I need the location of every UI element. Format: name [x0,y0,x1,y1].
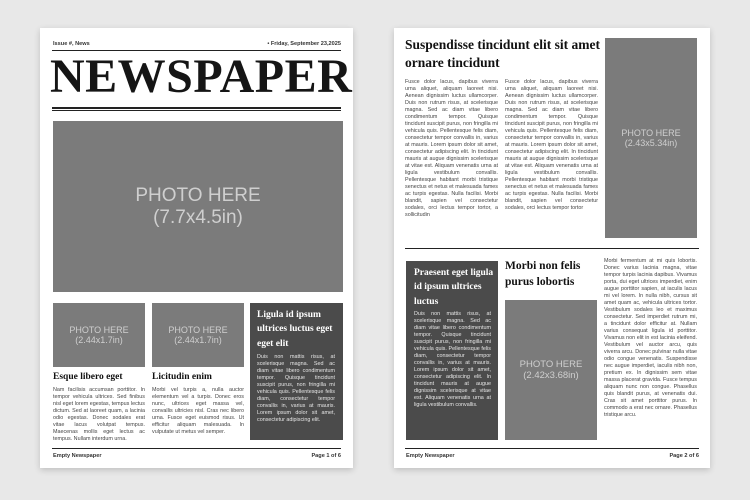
sidebar-box-2 [406,261,498,440]
article-headline: Morbi non felis purus lobortis [505,260,581,289]
photo-mid-label: PHOTO HERE [519,359,583,370]
photo-placeholder-small-2 [152,303,244,367]
footer-rule [52,448,341,449]
photo-placeholder-mid [505,300,597,440]
photo-small-1-size: (2.44x1.7in) [75,335,123,345]
main-photo-label: PHOTO HERE [135,184,261,206]
footer-rule-2 [405,448,699,449]
photo-tall-label: PHOTO HERE [621,128,681,138]
article-2-body: Morbi vel turpis a, nulla auctor elementum vel a turpis. Donec eros nunc, ultrices eget massa vel, convallis ultricies nisl. Cras nec libero urna. Fusce eget euismod risus. Ut efficitur aliquam malesuada. In vulputate ut metus vel semper. [152,387,244,436]
sidebar-headline: Ligula id ipsum ultrices luctus eget eget elit [257,310,333,349]
sidebar-2-headline: Praesent eget ligula id ipsum ultrices luctus [414,268,494,307]
footer-page-number-2: Page 2 of 6 [669,453,699,459]
main-photo-size: (7.7x4.5in) [153,206,243,228]
sidebar-box [250,303,343,440]
sidebar-2-body: Duis non mattis risus, at scelerisque magna. Sed ac diam vitae libero condimentum tempor. Quisque tincidunt suscipit purus, non fringilla mi vehicula quis. Pellentesque felis diam, consectetur tempor convallis in, varius at mauris. Lorem ipsum dolor sit amet, consectetur adipiscing elit. In tincidunt mauris at augue dignissim scelerisque at vitae est. Aliquam venenatis urna at ligula vestibulum convallis. [414,311,491,409]
right-column-body: Morbi fermentum at mi quis lobortis. Donec varius lacinia magna, vitae tempor turpis lacinia dapibus. Vivamus porta, dui eget ultrices imperdiet, enim augue porttitor sapien, at iaculis lacus mi vel lorem. In nulla nibh, cursus sit amet quam ac, vehicula ultrices tortor. Vestibulum sodales leo et maximus consectetur. Sed imperdiet rutrum mi, a tincidunt dolor efficitur at. Nullam varius consequat ligula id porttitor. Vivamus non elit in est lacinia eleifend. Vestibulum vel auctor arcu, quis viverra arcu. Donec pulvinar nulla vitae odio congue venenatis. Suspendisse nec augue imperdiet, iaculis nibh non, pretium ex. In dignissim sem vitae massa placerat gravida. Fusce tempus aliquam nunc non congue. Phasellus quis blandit purus, at venenatis dui. Cras sit amet porttitor purus. In commodo a erat nec ornare. Phasellus tristique arcu. [604,258,697,419]
section-rule [405,248,699,249]
issue-date: • Friday, September 23,2025 [267,41,341,47]
newspaper-page-2 [394,28,710,468]
photo-small-2-label: PHOTO HERE [168,325,228,335]
photo-placeholder-small-1 [53,303,145,367]
photo-small-2-size: (2.44x1.7in) [174,335,222,345]
issue-label: Issue #, News [53,41,90,47]
main-photo-placeholder [53,121,343,292]
masthead-rule [52,107,341,109]
main-headline: Suspendisse tincidunt elit sit amet ornare tincidunt [405,37,601,71]
main-article-column-1: Fusce dolor lacus, dapibus viverra urna aliquet, aliquam laoreet nisi. Aenean dignissim luctus ullamcorper. Duis non rutrum risus, at scelerisque magna. Sed ac diam vitae libero condimentum tempor. Quisque tincidunt suscipit purus, non fringilla mi vehicula quis. Pellentesque felis diam, consectetur tempor convallis in, varius at mauris. Lorem ipsum dolor sit amet, consectetur adipiscing elit. In tincidunt mauris at augue dignissim scelerisque at vitae est. Aliquam venenatis urna at ligula vestibulum convallis. Pellentesque habitant morbi tristique senectus et netus et malesuada fames ac turpis egestas. Nulla facilisi. Morbi blandit, sapien vel consectetur sodales, orci lectus tempor tortor, a sollicitudin [405,79,498,219]
masthead-title: NEWSPAPER [50,50,353,103]
footer-page-number: Page 1 of 6 [311,453,341,459]
article-1-body: Nam facilisis accumsan porttitor. In tempor vehicula ultrices. Sed finibus nisl eget lorem egestas, tempus lectus dictum. Sed at laoreet quam, a lacinia odio egestas. Donec sodales erat vitae lacus volutpat tempus. Maecenas mollis eget lectus ac tempus. Nullam interdum urna. [53,387,145,443]
photo-mid-size: (2.42x3.68in) [523,370,579,381]
footer-title: Empty Newspaper [53,453,102,459]
sidebar-body: Duis non mattis risus, at scelerisque magna. Sed ac diam vitae libero condimentum tempor. Quisque tincidunt suscipit purus, non fringilla mi vehicula quis. Pellentesque felis diam, consectetur tempor convallis in, varius at mauris. Lorem ipsum dolor sit amet, consectetur adipiscing elit. [257,354,335,424]
masthead-rule-thin [52,110,341,111]
photo-placeholder-tall [605,38,697,238]
photo-small-1-label: PHOTO HERE [69,325,129,335]
photo-tall-size: (2.43x5.34in) [624,138,678,148]
newspaper-page-1 [40,28,353,468]
footer-title-2: Empty Newspaper [406,453,455,459]
article-2-headline: Licitudin enim [152,372,212,382]
article-1-headline: Esque libero eget [53,372,123,382]
main-article-column-2: Fusce dolor lacus, dapibus viverra urna aliquet, aliquam laoreet nisi. Aenean dignissim luctus ullamcorper. Duis non rutrum risus, at scelerisque magna. Sed ac diam vitae libero condimentum tempor. Quisque tincidunt suscipit purus, non fringilla mi vehicula quis. Pellentesque felis diam, consectetur tempor convallis in, varius at mauris. Lorem ipsum dolor sit amet, consectetur adipiscing elit. In tincidunt mauris at augue dignissim scelerisque at vitae est. Aliquam venenatis urna at ligula vestibulum convallis. Pellentesque habitant morbi tristique senectus et netus et malesuada fames ac turpis egestas. Nulla facilisi. Morbi blandit, sapien vel consectetur sodales, orci lectus tempor tortor [505,79,598,212]
